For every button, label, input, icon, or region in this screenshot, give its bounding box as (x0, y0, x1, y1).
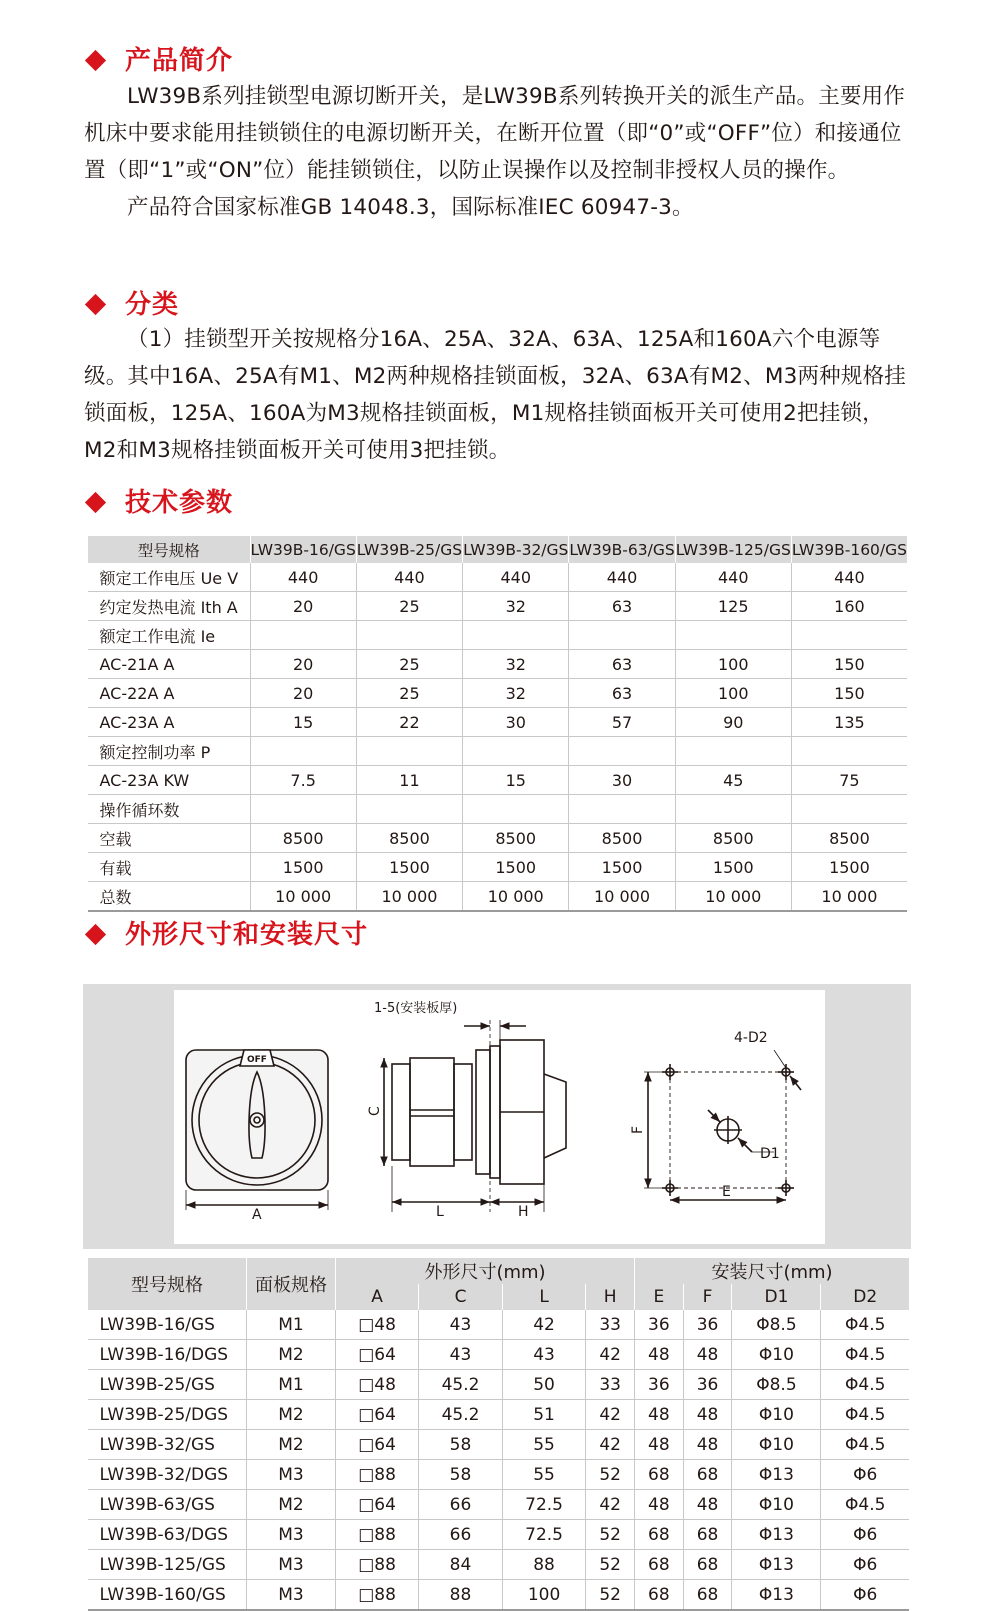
section-title-intro: 产品简介 (84, 44, 233, 78)
tech-cell (569, 795, 675, 824)
dim-cell: 55 (502, 1460, 586, 1490)
tech-cell (791, 737, 907, 766)
dim-cell: M2 (247, 1400, 336, 1430)
tech-cell: 75 (791, 766, 907, 795)
tech-cell: 20 (250, 650, 356, 679)
tech-row (88, 679, 908, 708)
dim-row (88, 1370, 910, 1400)
dim-cell: 66 (419, 1490, 503, 1520)
drawing-panel (83, 984, 911, 1249)
diamond-bullet-icon (85, 294, 106, 315)
tech-cell: 7.5 (250, 766, 356, 795)
dim-cell: Φ8.5 (732, 1370, 821, 1400)
tech-row (88, 650, 908, 679)
dim-model-cell: LW39B-16/GS (88, 1310, 247, 1340)
tech-row-label: 总数 (88, 882, 251, 912)
tech-cell: 57 (569, 708, 675, 737)
dim-cell: 48 (635, 1430, 684, 1460)
tech-row-label: 约定发热电流 Ith A (88, 592, 251, 621)
dim-cell: Φ10 (732, 1400, 821, 1430)
tech-cell: 440 (463, 563, 569, 592)
diamond-bullet-icon (85, 492, 106, 513)
dim-cell: Φ10 (732, 1340, 821, 1370)
dim-cell: □48 (336, 1310, 419, 1340)
tech-params-table (87, 536, 907, 912)
dim-cell: □88 (336, 1550, 419, 1580)
tech-cell: 15 (250, 708, 356, 737)
dim-l-label: L (436, 1204, 444, 1220)
tech-row (88, 853, 908, 882)
tech-cell: 8500 (250, 824, 356, 853)
dim-cell: 88 (502, 1550, 586, 1580)
section-title-tech: 技术参数 (84, 486, 233, 520)
tech-cell: 25 (356, 592, 462, 621)
tech-cell (463, 621, 569, 650)
dim-cell: 36 (683, 1370, 732, 1400)
dim-cell: Φ10 (732, 1430, 821, 1460)
tech-cell: 8500 (463, 824, 569, 853)
tech-cell: 1500 (569, 853, 675, 882)
dim-cell: 48 (635, 1400, 684, 1430)
dim-cell: 48 (635, 1490, 684, 1520)
tech-header-cell: LW39B-16/GS (250, 536, 356, 563)
dim-header-model: 型号规格 (88, 1258, 247, 1310)
dim-cell: Φ4.5 (821, 1430, 909, 1460)
dim-cell: □64 (336, 1490, 419, 1520)
dim-row (88, 1310, 910, 1340)
dim-row (88, 1550, 910, 1580)
tech-row (88, 737, 908, 766)
tech-cell: 10 000 (569, 882, 675, 912)
off-label: OFF (247, 1055, 267, 1065)
dim-cell: 43 (419, 1340, 503, 1370)
tech-cell (250, 621, 356, 650)
dim-4d2-label: 4-D2 (734, 1030, 768, 1046)
dim-c-label: C (367, 1106, 383, 1116)
tech-cell: 1500 (250, 853, 356, 882)
tech-cell: 100 (675, 650, 791, 679)
tech-cell (675, 795, 791, 824)
intro-text (84, 78, 914, 226)
dim-cell: M1 (247, 1370, 336, 1400)
dim-row (88, 1580, 910, 1611)
dim-cell: 68 (635, 1550, 684, 1580)
section-title-dims: 外形尺寸和安装尺寸 (84, 918, 368, 952)
tech-cell: 160 (791, 592, 907, 621)
tech-cell: 20 (250, 679, 356, 708)
tech-row-label: 操作循环数 (88, 795, 251, 824)
dim-subheader-cell: D2 (821, 1284, 909, 1310)
tech-cell: 10 000 (356, 882, 462, 912)
tech-cell (250, 795, 356, 824)
tech-cell: 8500 (675, 824, 791, 853)
dim-cell: 45.2 (419, 1400, 503, 1430)
dim-model-cell: LW39B-16/DGS (88, 1340, 247, 1370)
tech-row-label: 额定工作电流 Ie (88, 621, 251, 650)
dim-cell: Φ4.5 (821, 1370, 909, 1400)
dim-cell: 33 (586, 1370, 635, 1400)
diamond-bullet-icon (85, 50, 106, 71)
dim-cell: 42 (586, 1490, 635, 1520)
dim-cell: 48 (683, 1400, 732, 1430)
dim-cell: 68 (683, 1520, 732, 1550)
tech-cell: 1500 (675, 853, 791, 882)
dim-cell: Φ6 (821, 1550, 909, 1580)
dim-row (88, 1520, 910, 1550)
dim-cell: 58 (419, 1460, 503, 1490)
tech-cell: 63 (569, 679, 675, 708)
dim-cell: 84 (419, 1550, 503, 1580)
tech-row-label: AC-22A A (88, 679, 251, 708)
dim-cell: Φ6 (821, 1580, 909, 1611)
dim-cell: 68 (683, 1460, 732, 1490)
dim-cell: □48 (336, 1370, 419, 1400)
tech-header-cell: LW39B-25/GS (356, 536, 462, 563)
tech-row (88, 708, 908, 737)
classification-text (84, 321, 914, 469)
mounting-view (644, 1050, 801, 1200)
dim-cell: 45.2 (419, 1370, 503, 1400)
dim-subheader-cell: A (336, 1284, 419, 1310)
tech-cell: 63 (569, 650, 675, 679)
tech-cell (250, 737, 356, 766)
dim-cell: Φ6 (821, 1520, 909, 1550)
dim-subheader-cell: E (635, 1284, 684, 1310)
tech-header-cell: LW39B-32/GS (463, 536, 569, 563)
dim-d1-label: D1 (760, 1146, 780, 1162)
dim-cell: 51 (502, 1400, 586, 1430)
dim-row (88, 1400, 910, 1430)
dim-cell: 48 (683, 1340, 732, 1370)
dim-cell: Φ13 (732, 1550, 821, 1580)
tech-cell: 32 (463, 650, 569, 679)
dim-h-label: H (518, 1204, 529, 1220)
dimension-drawing (174, 990, 825, 1244)
dim-cell: 52 (586, 1460, 635, 1490)
tech-cell: 11 (356, 766, 462, 795)
dim-subheader-cell: C (419, 1284, 503, 1310)
dim-header-panel: 面板规格 (247, 1258, 336, 1310)
tech-cell: 8500 (356, 824, 462, 853)
dim-cell: M1 (247, 1310, 336, 1340)
dim-row (88, 1460, 910, 1490)
dim-cell: M2 (247, 1340, 336, 1370)
dimension-table (87, 1258, 909, 1611)
tech-header-cell: 型号规格 (88, 536, 251, 563)
dim-header-install: 安装尺寸(mm) (635, 1258, 909, 1284)
tech-cell (791, 621, 907, 650)
tech-cell: 25 (356, 650, 462, 679)
tech-row (88, 621, 908, 650)
tech-cell: 10 000 (791, 882, 907, 912)
dim-cell: □88 (336, 1580, 419, 1611)
dim-cell: Φ4.5 (821, 1490, 909, 1520)
dim-e-label: E (722, 1184, 731, 1200)
dim-cell: 58 (419, 1430, 503, 1460)
tech-cell: 1500 (356, 853, 462, 882)
dim-model-cell: LW39B-63/GS (88, 1490, 247, 1520)
tech-cell: 135 (791, 708, 907, 737)
dim-cell: 68 (683, 1580, 732, 1611)
tech-cell: 30 (569, 766, 675, 795)
dim-subheader-cell: H (586, 1284, 635, 1310)
dim-cell: □64 (336, 1400, 419, 1430)
front-view (186, 1050, 328, 1210)
tech-cell (356, 621, 462, 650)
tech-cell: 90 (675, 708, 791, 737)
tech-cell: 125 (675, 592, 791, 621)
dim-cell: 52 (586, 1550, 635, 1580)
tech-row-label: AC-21A A (88, 650, 251, 679)
dim-header-outline: 外形尺寸(mm) (336, 1258, 635, 1284)
dim-cell: 72.5 (502, 1490, 586, 1520)
dim-cell: 72.5 (502, 1520, 586, 1550)
dim-cell: Φ13 (732, 1520, 821, 1550)
dim-cell: Φ6 (821, 1460, 909, 1490)
tech-cell (356, 737, 462, 766)
tech-row-label: 额定控制功率 P (88, 737, 251, 766)
dim-cell: M2 (247, 1490, 336, 1520)
dim-cell: M3 (247, 1580, 336, 1611)
dim-model-cell: LW39B-63/DGS (88, 1520, 247, 1550)
dim-cell: M2 (247, 1430, 336, 1460)
dim-cell: Φ4.5 (821, 1340, 909, 1370)
dim-cell: 68 (683, 1550, 732, 1580)
tech-cell: 15 (463, 766, 569, 795)
tech-row-label: 空载 (88, 824, 251, 853)
dim-cell: Φ10 (732, 1490, 821, 1520)
tech-row (88, 795, 908, 824)
dim-cell: Φ8.5 (732, 1310, 821, 1340)
dim-cell: Φ4.5 (821, 1310, 909, 1340)
drawing-canvas (174, 990, 825, 1244)
dim-cell: 36 (683, 1310, 732, 1340)
tech-cell: 440 (675, 563, 791, 592)
dim-model-cell: LW39B-125/GS (88, 1550, 247, 1580)
tech-row (88, 882, 908, 912)
plate-thickness-label: 1-5(安装板厚) (374, 1001, 458, 1016)
tech-cell: 10 000 (250, 882, 356, 912)
dim-cell: 52 (586, 1580, 635, 1611)
dim-cell: 48 (683, 1490, 732, 1520)
dim-subheader-cell: D1 (732, 1284, 821, 1310)
dim-cell: 68 (635, 1520, 684, 1550)
tech-cell: 1500 (791, 853, 907, 882)
dim-cell: 43 (502, 1340, 586, 1370)
dim-cell: 33 (586, 1310, 635, 1340)
tech-cell: 63 (569, 592, 675, 621)
dim-cell: M3 (247, 1520, 336, 1550)
tech-header-row (88, 536, 908, 563)
tech-cell (463, 737, 569, 766)
dim-cell: Φ13 (732, 1580, 821, 1611)
classification-paragraph: （1）挂锁型开关按规格分16A、25A、32A、63A、125A和160A六个电源等级。其中16A、25A有M1、M2两种规格挂锁面板，32A、63A有M2、M3两种规格挂锁面板，125A、160A为M3规格挂锁面板，M1规格挂锁面板开关可使用2把挂锁，M2和M3规格挂锁面板开关可使用3把挂锁。 (84, 327, 906, 463)
dim-cell: 50 (502, 1370, 586, 1400)
tech-header-cell: LW39B-160/GS (791, 536, 907, 563)
dim-cell: 36 (635, 1310, 684, 1340)
tech-cell: 25 (356, 679, 462, 708)
tech-row-label: AC-23A KW (88, 766, 251, 795)
tech-row-label: 额定工作电压 Ue V (88, 563, 251, 592)
tech-cell: 10 000 (463, 882, 569, 912)
tech-cell: 8500 (791, 824, 907, 853)
tech-row (88, 824, 908, 853)
dim-model-cell: LW39B-25/DGS (88, 1400, 247, 1430)
diamond-bullet-icon (85, 924, 106, 945)
dim-a-label: A (252, 1207, 262, 1223)
tech-row (88, 563, 908, 592)
dim-cell: 52 (586, 1520, 635, 1550)
dim-header-row (88, 1258, 910, 1284)
dim-row (88, 1340, 910, 1370)
dim-cell: 88 (419, 1580, 503, 1611)
dim-model-cell: LW39B-32/GS (88, 1430, 247, 1460)
dim-row (88, 1430, 910, 1460)
tech-cell (569, 737, 675, 766)
dim-cell: 42 (502, 1310, 586, 1340)
dim-row (88, 1490, 910, 1520)
dim-cell: □64 (336, 1430, 419, 1460)
dim-cell: 42 (586, 1400, 635, 1430)
dim-cell: 100 (502, 1580, 586, 1611)
tech-cell: 45 (675, 766, 791, 795)
tech-cell: 10 000 (675, 882, 791, 912)
tech-cell: 440 (356, 563, 462, 592)
dim-cell: 43 (419, 1310, 503, 1340)
tech-cell (791, 795, 907, 824)
tech-row (88, 766, 908, 795)
tech-cell: 32 (463, 592, 569, 621)
tech-row-label: 有载 (88, 853, 251, 882)
side-view (384, 1020, 566, 1212)
tech-cell: 1500 (463, 853, 569, 882)
dim-cell: 42 (586, 1340, 635, 1370)
dim-cell: □88 (336, 1520, 419, 1550)
dim-cell: 55 (502, 1430, 586, 1460)
tech-cell: 440 (250, 563, 356, 592)
tech-cell: 22 (356, 708, 462, 737)
tech-cell: 20 (250, 592, 356, 621)
dim-subheader-cell: L (502, 1284, 586, 1310)
tech-cell: 440 (569, 563, 675, 592)
dim-cell: 68 (635, 1580, 684, 1611)
dim-model-cell: LW39B-32/DGS (88, 1460, 247, 1490)
tech-cell (675, 621, 791, 650)
tech-row-label: AC-23A A (88, 708, 251, 737)
section-title-classification: 分类 (84, 288, 179, 322)
tech-cell: 150 (791, 679, 907, 708)
dim-model-cell: LW39B-25/GS (88, 1370, 247, 1400)
tech-header-cell: LW39B-63/GS (569, 536, 675, 563)
dim-cell: □64 (336, 1340, 419, 1370)
dim-model-cell: LW39B-160/GS (88, 1580, 247, 1611)
dim-cell: 68 (635, 1460, 684, 1490)
tech-cell (463, 795, 569, 824)
dim-cell: 66 (419, 1520, 503, 1550)
dim-cell: M3 (247, 1550, 336, 1580)
dim-subheader-cell: F (683, 1284, 732, 1310)
intro-paragraph-2: 产品符合国家标准GB 14048.3，国际标准IEC 60947-3。 (127, 195, 694, 220)
dim-cell: 48 (683, 1430, 732, 1460)
tech-cell (569, 621, 675, 650)
dim-cell: Φ4.5 (821, 1400, 909, 1430)
dim-f-label: F (630, 1125, 646, 1134)
dim-cell: Φ13 (732, 1460, 821, 1490)
tech-cell: 30 (463, 708, 569, 737)
dim-cell: □88 (336, 1460, 419, 1490)
dim-cell: M3 (247, 1460, 336, 1490)
tech-cell (356, 795, 462, 824)
tech-cell: 100 (675, 679, 791, 708)
tech-header-cell: LW39B-125/GS (675, 536, 791, 563)
dim-cell: 42 (586, 1430, 635, 1460)
tech-cell: 32 (463, 679, 569, 708)
dim-cell: 36 (635, 1370, 684, 1400)
dim-cell: 48 (635, 1340, 684, 1370)
tech-row (88, 592, 908, 621)
tech-cell (675, 737, 791, 766)
tech-cell: 8500 (569, 824, 675, 853)
intro-paragraph-1: LW39B系列挂锁型电源切断开关，是LW39B系列转换开关的派生产品。主要用作机床中要求能用挂锁锁住的电源切断开关，在断开位置（即“0”或“OFF”位）和接通位置（即“1”或“ON”位）能挂锁锁住，以防止误操作以及控制非授权人员的操作。 (84, 84, 906, 183)
tech-cell: 440 (791, 563, 907, 592)
tech-cell: 150 (791, 650, 907, 679)
